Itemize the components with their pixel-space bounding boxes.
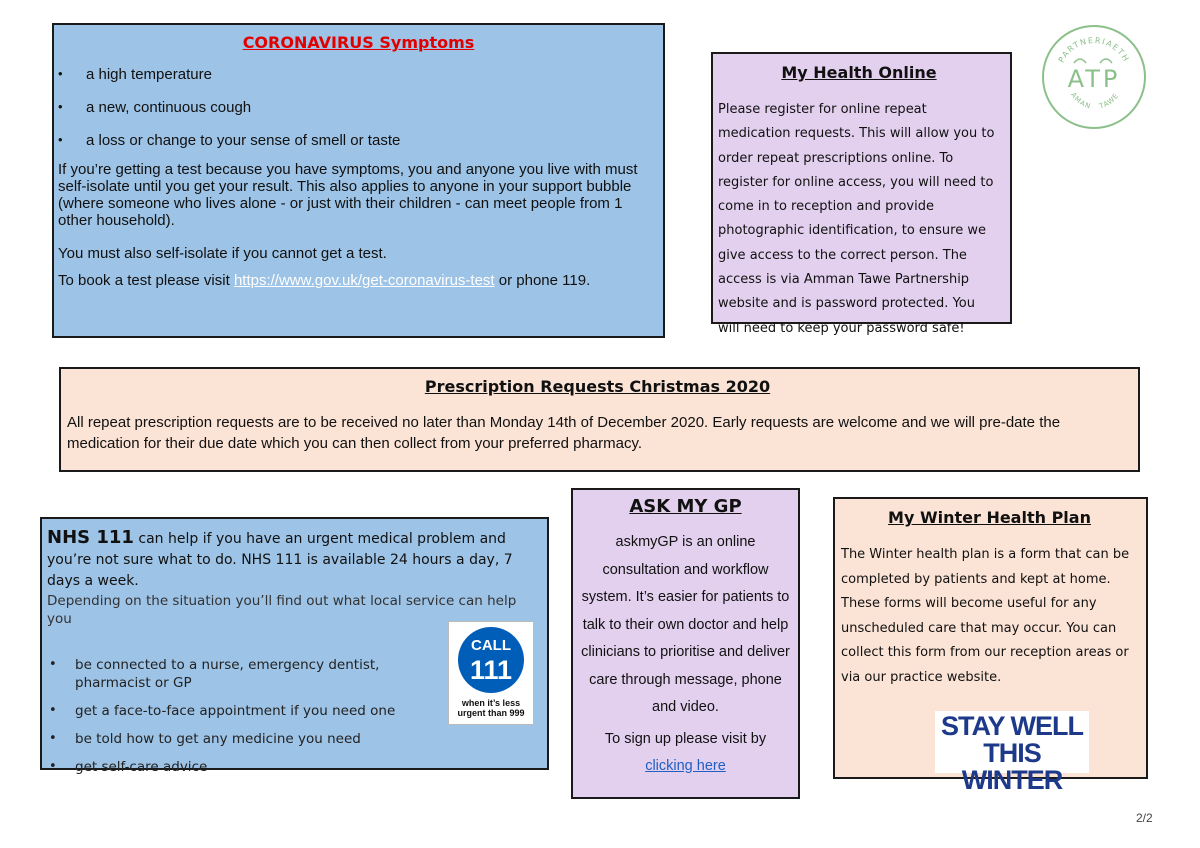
coronavirus-symptoms-box: [52, 23, 665, 338]
call-111-call-text: CALL: [471, 637, 511, 654]
nhs-111-heading-bold: NHS 111: [47, 527, 134, 548]
ask-my-gp-link[interactable]: clicking here: [645, 757, 726, 774]
list-item: • be connected to a nurse, emergency dentist, pharmacist or GP: [47, 656, 442, 692]
page-number: 2/2: [1136, 811, 1153, 825]
atp-logo: [1040, 23, 1148, 131]
nhs-111-heading: [47, 527, 539, 592]
prescription-body: All repeat prescription requests are to be received no later than Monday 14th of December 2020. Early requests are welcome and we will pre-date the medication for their due date which you can then collect from your preferred pharmacy.: [67, 414, 1061, 452]
stay-well-line2: THIS WINTER: [961, 738, 1063, 795]
ask-my-gp-box: [571, 488, 800, 799]
gov-test-link[interactable]: https://www.gov.uk/get-coronavirus-test: [233, 272, 495, 289]
book-test-prefix: To book a test please visit: [58, 272, 234, 289]
book-test-paragraph: [58, 272, 653, 289]
nhs-111-box: [40, 517, 549, 775]
call-111-number: 111: [469, 655, 513, 685]
coronavirus-title: CORONAVIRUS Symptoms: [242, 33, 475, 52]
ask-my-gp-title: ASK MY GP: [629, 496, 742, 517]
ask-my-gp-body: askmyGP is an online consultation and workflow system. It’s easier for patients to talk to their own doctor and help clinicians to prioritise and deliver care through message, phone and video.: [581, 534, 790, 715]
logo-top-text: PARTNERIAETH: [1056, 35, 1132, 65]
my-health-online-box: [711, 52, 1012, 336]
svg-text:TAWE: [1097, 92, 1120, 111]
ask-my-gp-signup-text: To sign up please visit by: [604, 730, 767, 747]
prescription-title: Prescription Requests Christmas 2020: [424, 377, 771, 396]
nhs-111-list: [47, 656, 442, 776]
nhs-111-subtext: Depending on the situation you’ll find out what local service can help you: [47, 593, 517, 627]
my-health-online-title: My Health Online: [781, 63, 937, 82]
symptom-item: • a loss or change to your sense of smell or taste: [56, 132, 663, 149]
winter-health-plan-box: [833, 497, 1148, 795]
list-item: • get a face-to-face appointment if you need one: [47, 702, 442, 720]
call-111-caption: when it’s less urgent than 999: [457, 698, 525, 718]
call-111-badge: [448, 621, 534, 725]
prescription-requests-box: [59, 367, 1140, 472]
stay-well-line1: STAY WELL: [940, 711, 1084, 741]
self-isolate-paragraph: If you’re getting a test because you have symptoms, you and anyone you live with must self-isolate until you get your result. This also applies to anyone in your support bubble (where someone who lives alone - or just with their children - can meet people from 1 other household).: [58, 161, 638, 229]
my-health-online-body: Please register for online repeat medication requests. This will allow you to order repeat prescriptions online. To register for online access, you will need to come in to reception and provide photographic identification, to ensure we give access to the correct person. The access is via Amman Tawe Partnership website and is password protected. You will need to keep your password safe!: [718, 102, 995, 336]
list-item: • get self-care advice: [47, 758, 442, 776]
book-test-suffix: or phone 119.: [494, 272, 591, 289]
svg-text:PARTNERIAETH: [1057, 36, 1132, 64]
logo-right-text: TAWE: [1098, 91, 1121, 111]
symptom-item: • a high temperature: [56, 66, 663, 83]
logo-left-text: AMAN: [1069, 91, 1093, 111]
nhs-111-heading-text: can help if you have an urgent medical problem and you’re not sure what to do. NHS 111 is available 24 hours a day, 7 days a week.: [47, 531, 513, 589]
symptom-item: • a new, continuous cough: [56, 99, 663, 116]
svg-text:AMAN: [1069, 91, 1092, 111]
list-item: • be told how to get any medicine you need: [47, 730, 442, 748]
winter-health-plan-title: My Winter Health Plan: [888, 508, 1091, 527]
winter-health-plan-body: The Winter health plan is a form that can be completed by patients and kept at home. These forms will become useful for any unscheduled care that may occur. You can collect this form from our reception areas or via our practice website.: [841, 547, 1130, 685]
logo-letters: ATP: [1067, 65, 1121, 93]
no-test-paragraph: You must also self-isolate if you cannot get a test.: [58, 245, 387, 262]
stay-well-logo: [935, 711, 1089, 795]
symptom-list: [54, 66, 663, 149]
